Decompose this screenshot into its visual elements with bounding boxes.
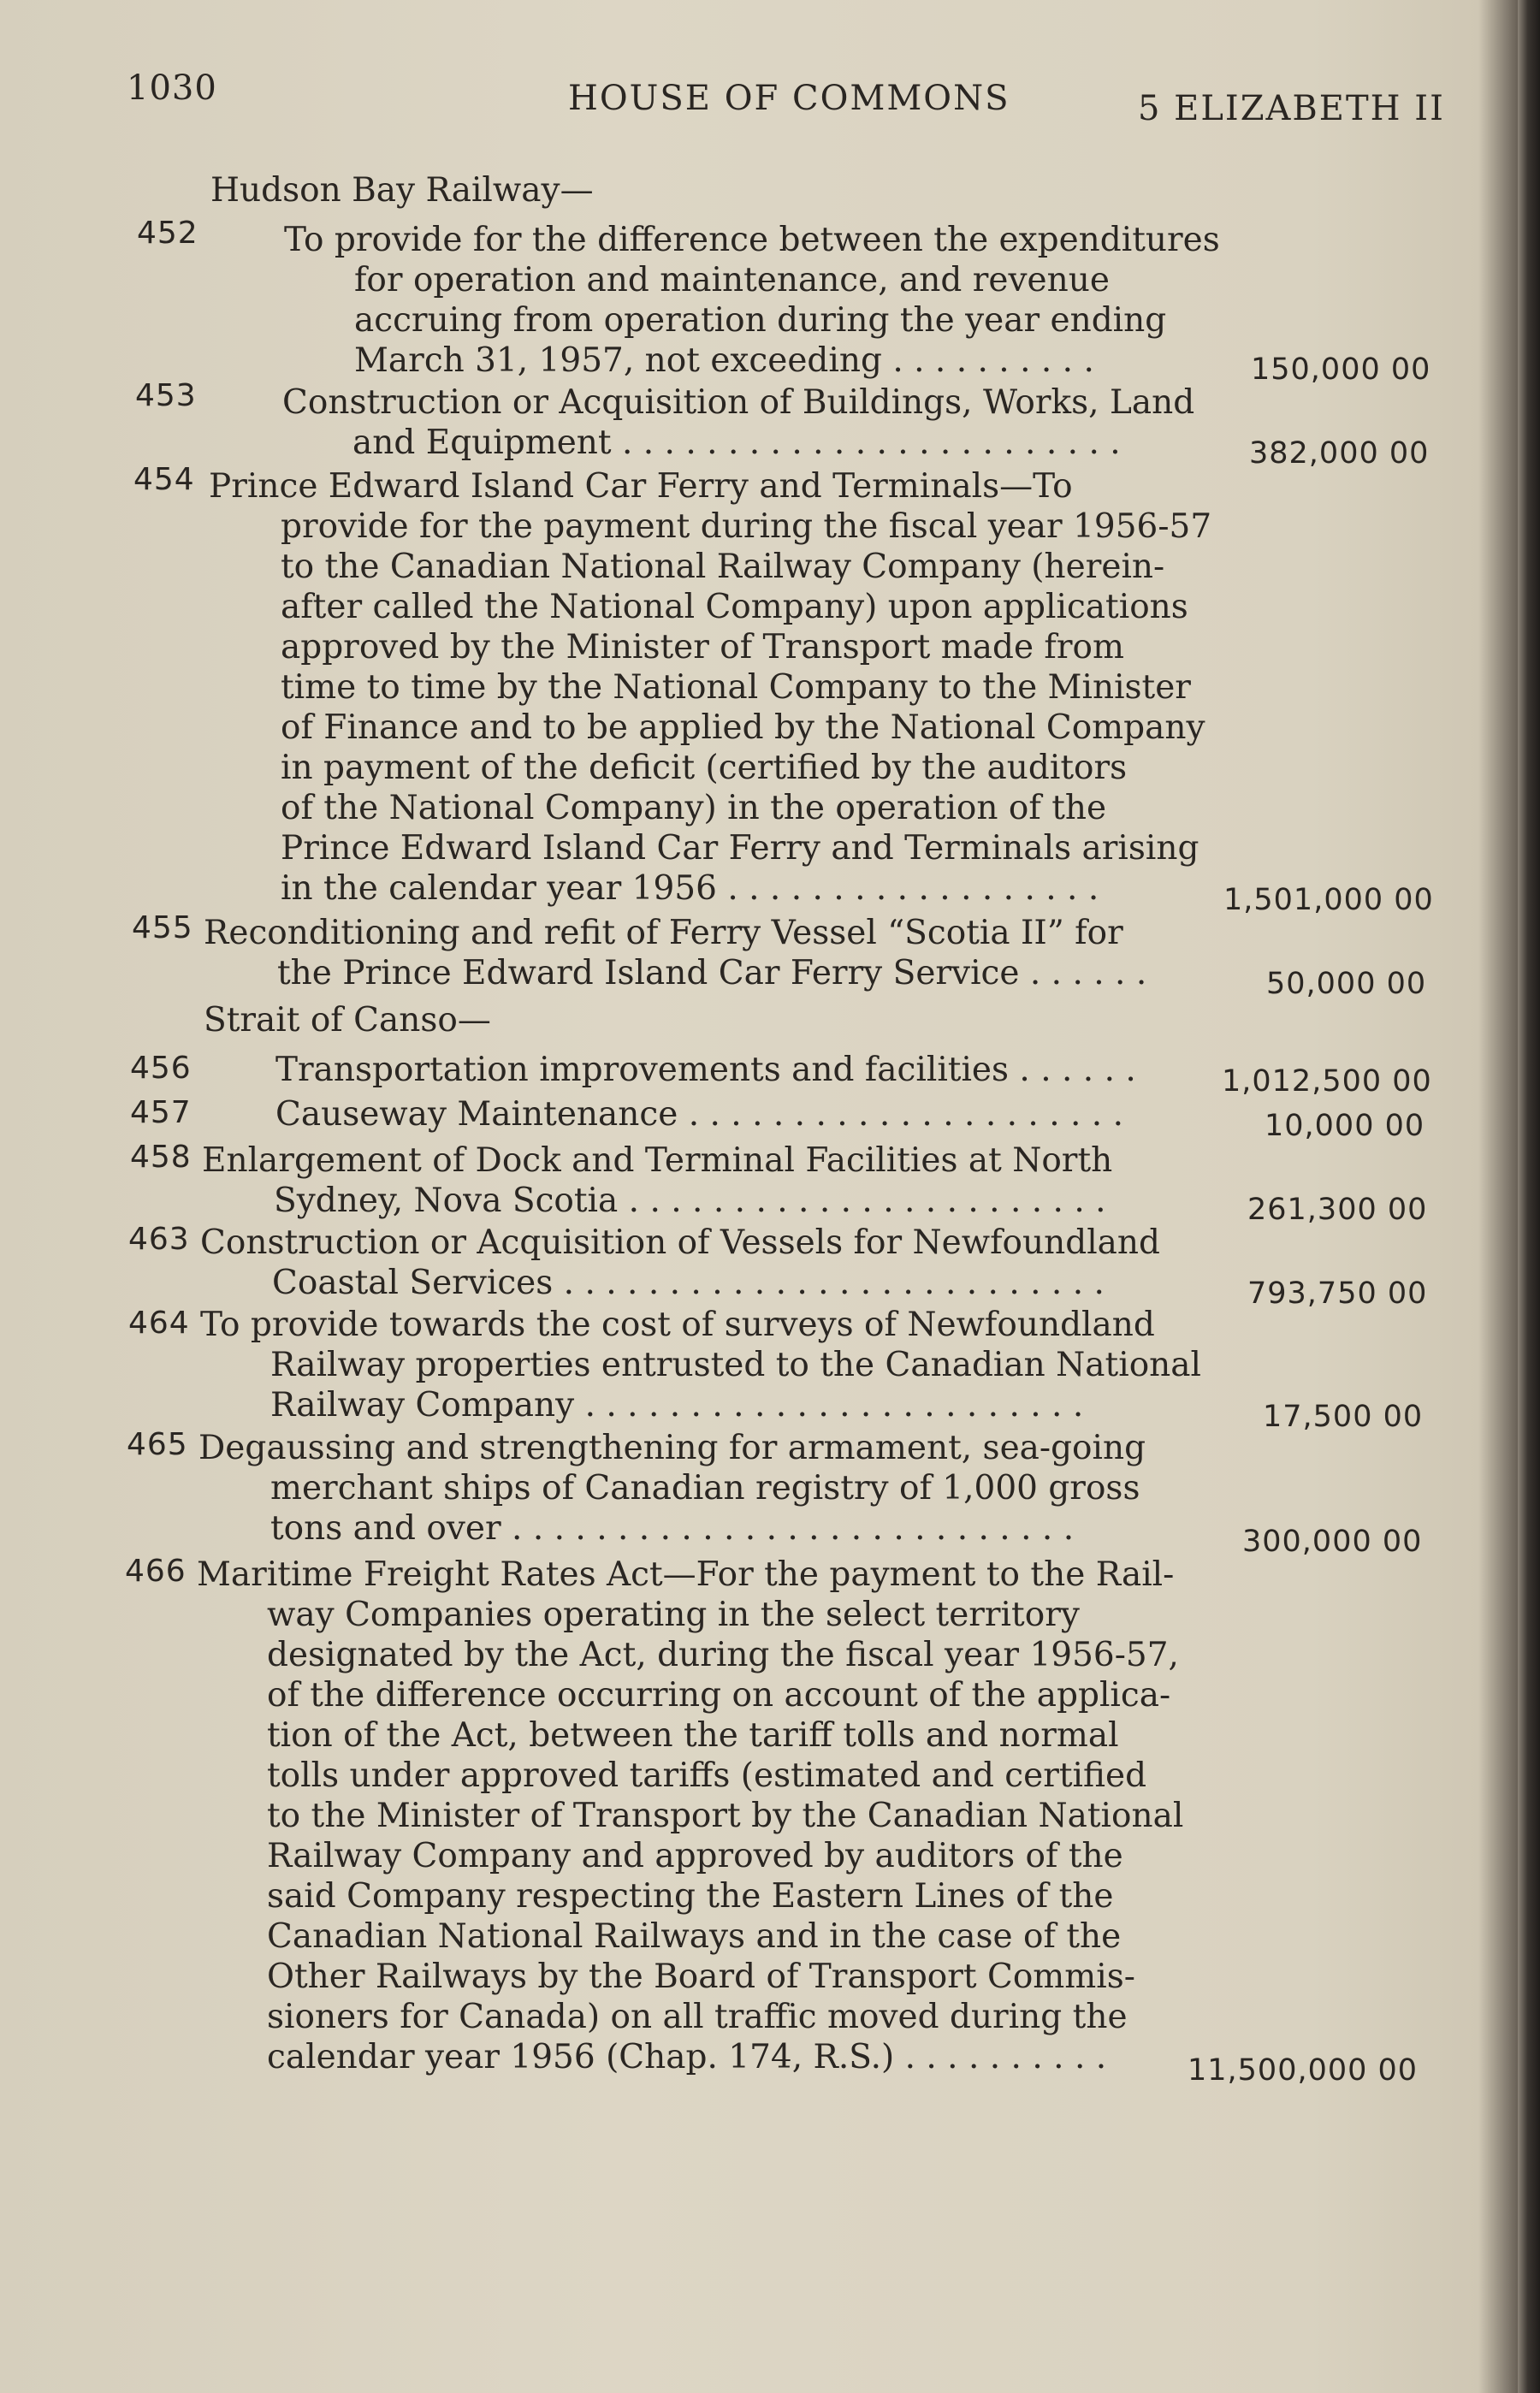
item-text-line: the Prince Edward Island Car Ferry Service . . . . . . [277,954,1147,992]
item-text-line: To provide for the difference between the expenditures [284,221,1220,259]
item-amount: 382,000 00 [1249,436,1430,471]
item-text-line: of Finance and to be applied by the National Company [281,708,1205,747]
item-number: 453 [135,378,197,413]
item-text-line: Other Railways by the Board of Transport Commis- [267,1958,1135,1996]
item-text-line: to the Minister of Transport by the Canadian National [267,1797,1184,1835]
item-text-line: of the difference occurring on account of the applica- [267,1676,1171,1715]
section-heading: Strait of Canso— [204,1001,491,1040]
item-amount: 793,750 00 [1247,1276,1428,1311]
item-number: 452 [137,216,198,251]
item-text-line: Coastal Services . . . . . . . . . . . . . . . . . . . . . . . . . . [272,1264,1105,1302]
item-text-line: Canadian National Railways and in the case of the [267,1917,1122,1956]
item-amount: 10,000 00 [1265,1109,1425,1143]
item-amount: 150,000 00 [1251,352,1431,387]
item-text-line: in payment of the deficit (certified by the auditors [281,749,1128,787]
item-text-line: Construction or Acquisition of Buildings, Works, Land [282,383,1195,422]
item-number: 465 [127,1427,188,1462]
item-number: 463 [128,1222,190,1257]
item-text-line: Railway properties entrusted to the Canadian National [270,1346,1202,1384]
item-number: 464 [128,1306,190,1341]
item-text-line: tons and over . . . . . . . . . . . . . . . . . . . . . . . . . . . [270,1509,1075,1548]
item-text-line: merchant ships of Canadian registry of 1,000 gross [270,1469,1140,1507]
item-text-line: tion of the Act, between the tariff tolls and normal [267,1716,1119,1755]
item-text-line: provide for the payment during the fiscal year 1956-57 [281,507,1212,546]
item-text-line: to the Canadian National Railway Company (herein- [281,548,1165,586]
item-amount: 50,000 00 [1266,967,1427,1001]
item-text-line: Reconditioning and refit of Ferry Vessel “Scotia II” for [204,914,1123,952]
item-text-line: Construction or Acquisition of Vessels for Newfoundland [200,1223,1161,1262]
item-number: 457 [130,1095,192,1130]
item-text-line: in the calendar year 1956 . . . . . . . . . . . . . . . . . . [281,869,1099,908]
item-amount: 261,300 00 [1247,1193,1428,1227]
item-text-line: way Companies operating in the select territory [267,1596,1080,1634]
item-text-line: Causeway Maintenance . . . . . . . . . . . . . . . . . . . . . [275,1095,1123,1134]
item-text-line: for operation and maintenance, and revenue [354,261,1110,299]
page-number: 1030 [127,68,217,108]
item-text-line: Sydney, Nova Scotia . . . . . . . . . . . . . . . . . . . . . . . [274,1182,1106,1220]
item-amount: 1,501,000 00 [1223,883,1434,917]
item-number: 458 [130,1140,192,1175]
item-text-line: calendar year 1956 (Chap. 174, R.S.) . . . . . . . . . . [267,2038,1107,2076]
item-text-line: March 31, 1957, not exceeding . . . . . . . . . . [354,341,1094,380]
item-text-line: and Equipment . . . . . . . . . . . . . . . . . . . . . . . . [352,424,1121,462]
item-text-line: Degaussing and strengthening for armament, sea-going [198,1429,1146,1467]
item-text-line: Enlargement of Dock and Terminal Facilities at North [202,1141,1113,1180]
item-text-line: of the National Company) in the operation of the [281,789,1107,827]
regnal-year: 5 ELIZABETH II [1138,89,1445,128]
item-text-line: Prince Edward Island Car Ferry and Terminals arising [281,829,1199,868]
item-text-line: To provide towards the cost of surveys of Newfoundland [200,1306,1155,1344]
item-amount: 11,500,000 00 [1188,2053,1419,2088]
item-text-line: accruing from operation during the year ending [354,301,1167,340]
item-amount: 300,000 00 [1242,1525,1423,1559]
item-text-line: sioners for Canada) on all traffic moved during the [267,1998,1128,2036]
item-number: 455 [132,910,193,945]
running-title: HOUSE OF COMMONS [568,79,1010,118]
item-text-line: approved by the Minister of Transport made from [281,628,1124,666]
item-number: 454 [133,462,195,497]
item-number: 456 [130,1051,192,1086]
item-amount: 17,500 00 [1263,1400,1424,1434]
item-text-line: Maritime Freight Rates Act—For the payment to the Rail- [197,1555,1175,1594]
item-text-line: Transportation improvements and facilities . . . . . . [275,1051,1136,1089]
item-text-line: Railway Company . . . . . . . . . . . . . . . . . . . . . . . . [270,1386,1084,1425]
item-number: 466 [125,1554,187,1589]
item-text-line: Railway Company and approved by auditors of the [267,1837,1123,1875]
item-text-line: designated by the Act, during the fiscal year 1956-57, [267,1636,1179,1674]
item-text-line: tolls under approved tariffs (estimated and certified [267,1756,1147,1795]
item-text-line: Prince Edward Island Car Ferry and Terminals—To [209,467,1073,506]
item-text-line: time to time by the National Company to the Minister [281,668,1191,707]
section-heading: Hudson Bay Railway— [210,171,594,210]
item-text-line: after called the National Company) upon applications [281,588,1188,626]
item-text-line: said Company respecting the Eastern Lines of the [267,1877,1114,1916]
book-spine [1518,0,1540,2393]
item-amount: 1,012,500 00 [1222,1064,1432,1099]
